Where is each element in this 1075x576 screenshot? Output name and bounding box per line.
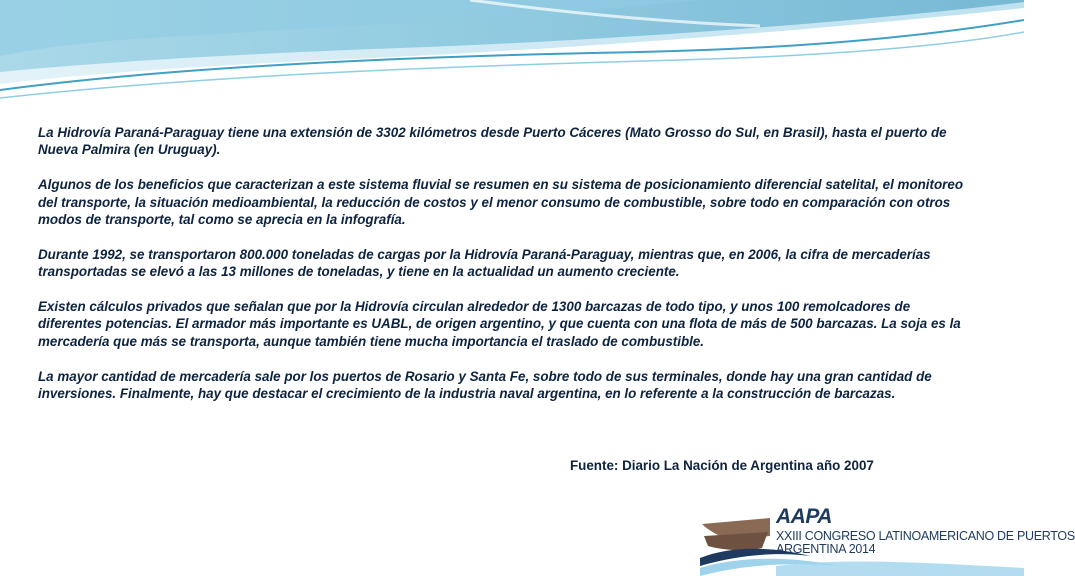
paragraph-ports: La mayor cantidad de mercadería sale por los puertos de Rosario y Santa Fe, sobre todo de sus terminales, donde hay una gran cantidad de inversiones. Finalmente, hay que destacar el crecimiento de la industria naval argentina, en lo referente a la construcción de barcazas. [38, 368, 932, 402]
paragraph-benefits: Algunos de los beneficios que caracterizan a este sistema fluvial se resumen en su sistema de posicionamiento diferencial satelital, el monitoreo del transporte, la situación medioambiental, la reducción de costos y el menor consumo de combustible, sobre todo en comparación con otros modos de transporte, tal como se aprecia en la infografía. [38, 177, 964, 228]
aapa-logo [700, 505, 1075, 576]
body-text [38, 124, 963, 420]
header-wave-decoration [0, 0, 1024, 110]
paragraph-tonnage: Durante 1992, se transportaron 800.000 toneladas de cargas por la Hidrovía Paraná-Paraguay, mientras que, en 2006, la cifra de mercaderías transportadas se elevó a las 13 millones de toneladas, y tiene en la actualidad un aumento creciente. [38, 246, 931, 280]
source-citation: Fuente: Diario La Nación de Argentina año 2007 [570, 458, 874, 473]
paragraph-extension: La Hidrovía Paraná-Paraguay tiene una extensión de 3302 kilómetros desde Puerto Cáceres (Mato Grosso do Sul, en Brasil), hasta el puerto de Nueva Palmira (en Uruguay). [38, 125, 947, 158]
logo-congress-title: XXIII CONGRESO LATINOAMERICANO DE PUERTOS [776, 529, 1075, 543]
logo-acronym: AAPA [776, 505, 832, 528]
paragraph-fleet: Existen cálculos privados que señalan que por la Hidrovía circulan alrededor de 1300 barcazas de todo tipo, y unos 100 remolcadores de diferentes potencias. El armador más importante es UABL, de origen argentino, y que cuenta con una flota de más de 500 barcazas. La soja es la mercadería que más se transporta, aunque también tiene mucha importancia el traslado de combustible. [38, 299, 961, 349]
logo-location-year: ARGENTINA 2014 [776, 542, 876, 556]
